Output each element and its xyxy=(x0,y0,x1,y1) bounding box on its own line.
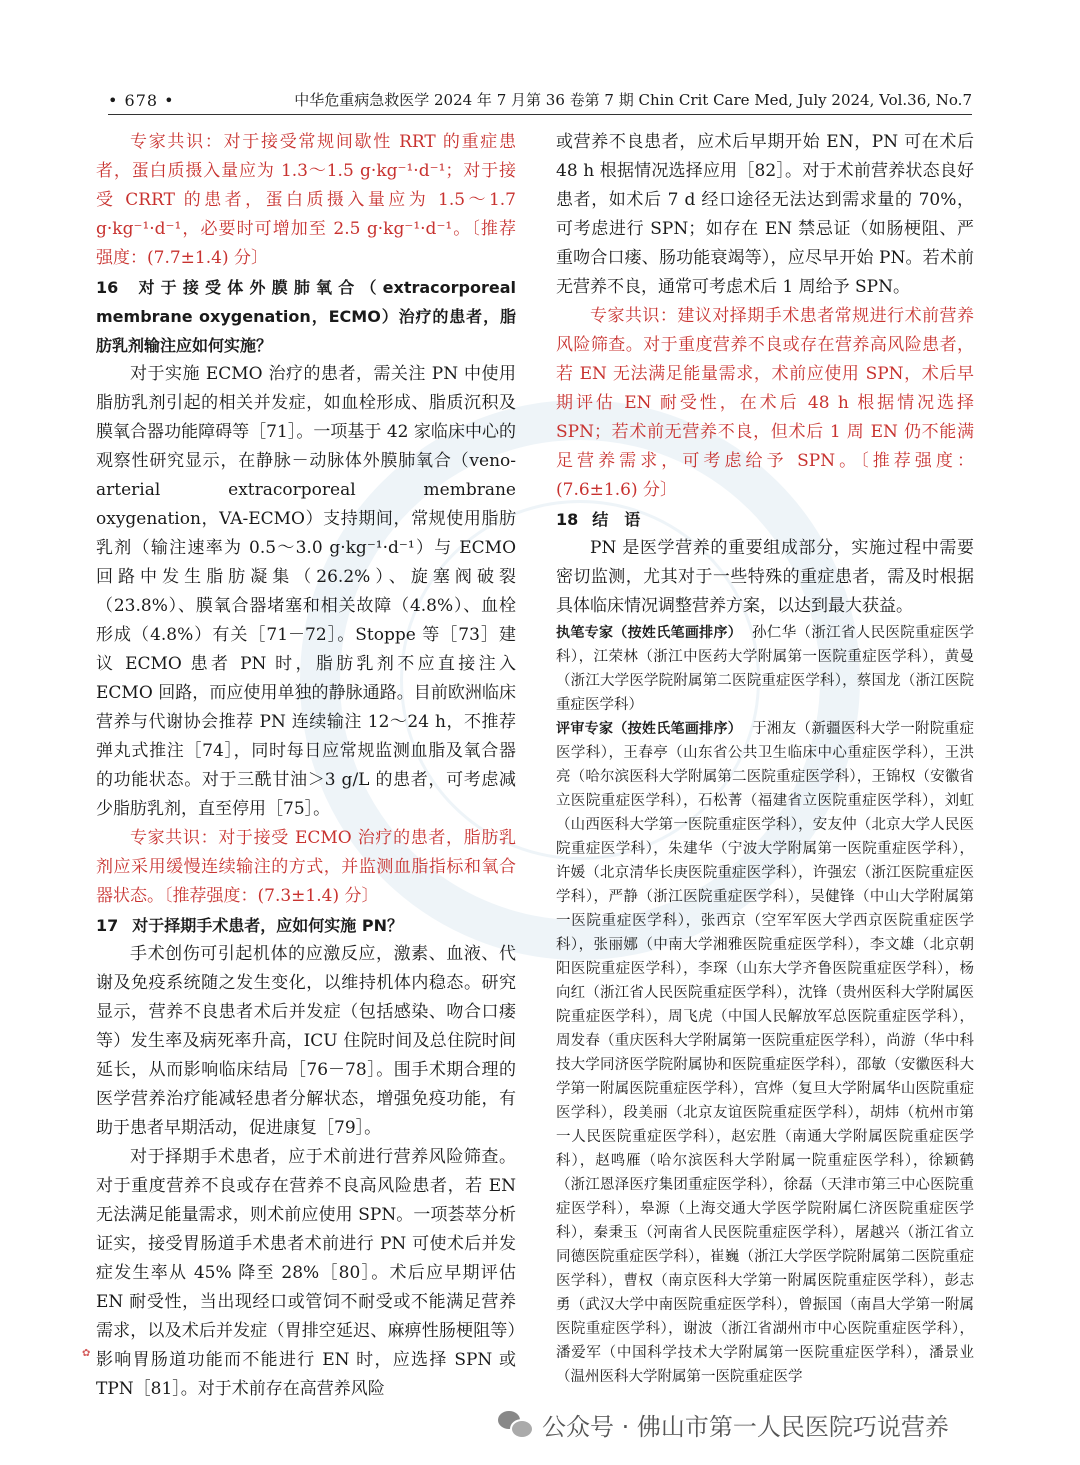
paragraph-conclusion: PN 是医学营养的重要组成部分，实施过程中需要密切监测，尤其对于一些特殊的重症患者，需及时根据具体临床情况调整营养方案，以达到最大获益。 xyxy=(556,538,974,616)
section-heading-17 xyxy=(96,911,516,940)
expert-consensus-ecmo: 专家共识：对于接受 ECMO 治疗的患者，脂肪乳剂应采用缓慢连续输注的方式，并监测血脂指标和氧合器状态。〔推荐强度：(7.3±1.4) 分〕 xyxy=(96,828,516,906)
paragraph-ecmo: 对于实施 ECMO 治疗的患者，需关注 PN 中使用脂肪乳剂引起的相关并发症，如血栓形成、脂质沉积及膜氧合器功能障碍等［71］。一项基于 42 家临床中心的观察性研究显示，在静脉－动脉体外膜肺氧合（veno-arterial extracorporeal membrane oxygenation，VA-ECMO）支持期间，常规使用脂肪乳剂（输注速率为 0.5～3.0 g·kg⁻¹·d⁻¹）与 ECMO 回路中发生脂肪凝集（26.2%）、旋塞阀破裂（23.8%）、膜氧合器堵塞和相关故障（4.8%）、血栓形成（4.8%）有关［71－72］。Stoppe 等［73］建议 ECMO 患者 PN 时，脂肪乳剂不应直接注入 ECMO 回路，而应使用单独的静脉通路。目前欧洲临床营养与代谢协会推荐 PN 连续输注 12～24 h，不推荐弹丸式推注［74］，同时每日应常规监测血脂及氧合器的功能状态。对于三酰甘油＞3 g/L 的患者，可考虑减少脂肪乳剂，直至停用［75］。 xyxy=(96,364,516,819)
review-experts xyxy=(556,717,974,1389)
section-heading-16 xyxy=(96,273,516,360)
section-number: 18 xyxy=(556,510,579,529)
section-title: 结 语 xyxy=(592,510,641,529)
section-title: 对于择期手术患者，应如何实施 PN？ xyxy=(132,916,403,935)
wechat-account-banner xyxy=(498,1402,949,1446)
section-title: 对于接受体外膜肺氧合（extracorporeal membrane oxygenation，ECMO）治疗的患者，脂肪乳剂输注应如何实施？ xyxy=(96,278,516,355)
wechat-icon xyxy=(498,1411,530,1437)
expert-consensus-surgery: 专家共识：建议对择期手术患者常规进行术前营养风险筛查。对于重度营养不良或存在营养高风险患者，若 EN 无法满足能量需求，术前应使用 SPN，术后早期评估 EN 耐受性，在术后 48 h 根据情况选择 SPN；若术前无营养不良，但术后 1 周 EN 仍不能满足营养需求，可考虑给予 SPN。〔推荐强度：(7.6±1.6) 分〕 xyxy=(556,306,974,500)
left-column xyxy=(96,128,516,1404)
publisher-logo: ✿ xyxy=(82,1348,92,1359)
writing-experts xyxy=(556,621,974,717)
writing-experts-list: 孙仁华（浙江省人民医院重症医学科），江荣林（浙江中医药大学附属第一医院重症医学科），黄曼（浙江大学医学院附属第二医院重症医学科），蔡国龙（浙江医院重症医学科） xyxy=(556,625,974,713)
section-number: 17 xyxy=(96,916,119,935)
section-number: 16 xyxy=(96,278,119,297)
page-number: • 678 • xyxy=(108,91,175,110)
journal-citation: 中华危重病急救医学 2024 年 7 月第 36 卷第 7 期 Chin Crit Care Med, July 2024, Vol.36, No.7 xyxy=(294,91,972,109)
review-experts-label: 评审专家（按姓氏笔画排序） xyxy=(556,721,743,737)
paragraph-surgery-1: 手术创伤可引起机体的应激反应，激素、血液、代谢及免疫系统随之发生变化，以维持机体内稳态。研究显示，营养不良患者术后并发症（包括感染、吻合口瘘等）发生率及病死率升高，ICU 住院时间及总住院时间延长，从而影响临床结局［76－78］。围手术期合理的医学营养治疗能减轻患者分解状态，增强免疫功能，有助于患者早期活动，促进康复［79］。 xyxy=(96,944,516,1138)
right-column xyxy=(556,128,974,1389)
expert-consensus-rrt: 专家共识：对于接受常规间歇性 RRT 的重症患者，蛋白质摄入量应为 1.3～1.5 g·kg⁻¹·d⁻¹；对于接受 CRRT 的患者，蛋白质摄入量应为 1.5～1.7 g·kg⁻¹·d⁻¹，必要时可增加至 2.5 g·kg⁻¹·d⁻¹。〔推荐强度：(7.7±1.4) 分〕 xyxy=(96,132,516,268)
paragraph-surgery-continued: 或营养不良患者，应术后早期开始 EN，PN 可在术后 48 h 根据情况选择应用［82］。对于术前营养状态良好患者，如术后 7 d 经口途径无法达到需求量的 70%，可考虑进行 SPN；如存在 EN 禁忌证（如肠梗阻、严重吻合口瘘、肠功能衰竭等），应尽早开始 PN。若术前无营养不良，通常可考虑术后 1 周给予 SPN。 xyxy=(556,132,974,297)
writing-experts-label: 执笔专家（按姓氏笔画排序） xyxy=(556,625,743,641)
review-experts-list: 于湘友（新疆医科大学一附院重症医学科），王春亭（山东省公共卫生临床中心重症医学科），王洪亮（哈尔滨医科大学附属第二医院重症医学科），王锦权（安徽省立医院重症医学科），石松菁（福建省立医院重症医学科），刘虹（山西医科大学第一医院重症医学科），安友仲（北京大学人民医院重症医学科），朱建华（宁波大学附属第一医院重症医学科），许媛（北京清华长庚医院重症医学科），许强宏（浙江医院重症医学科），严静（浙江医院重症医学科），吴健锋（中山大学附属第一医院重症医学科），张西京（空军军医大学西京医院重症医学科），张丽娜（中南大学湘雅医院重症医学科），李文雄（北京朝阳医院重症医学科），李琛（山东大学齐鲁医院重症医学科），杨向红（浙江省人民医院重症医学科），沈锋（贵州医科大学附属医院重症医学科），周飞虎（中国人民解放军总医院重症医学科），周发春（重庆医科大学附属第一医院重症医学科），尚游（华中科技大学同济医学院附属协和医院重症医学科），邵敏（安徽医科大学第一附属医院重症医学科），宫烨（复旦大学附属华山医院重症医学科），段美丽（北京友谊医院重症医学科），胡炜（杭州市第一人民医院重症医学科），赵宏胜（南通大学附属医院重症医学科），赵鸣雁（哈尔滨医科大学附属一院重症医学科），徐颖鹤（浙江恩泽医疗集团重症医学科），徐磊（天津市第三中心医院重症医学科），皋源（上海交通大学医学院附属仁济医院重症医学科），秦秉玉（河南省人民医院重症医学科），屠越兴（浙江省立同德医院重症医学科），崔巍（浙江大学医学院附属第二医院重症医学科），曹权（南京医科大学第一附属医院重症医学科），彭志勇（武汉大学中南医院重症医学科），曾振国（南昌大学第一附属医院重症医学科），谢波（浙江省湖州市中心医院重症医学科），潘爱军（中国科学技术大学附属第一医院重症医学科），潘景业（温州医科大学附属第一医院重症医学 xyxy=(556,721,974,1385)
section-heading-18 xyxy=(556,505,974,534)
paragraph-surgery-2: 对于择期手术患者，应于术前进行营养风险筛查。对于重度营养不良或存在营养不良高风险患者，若 EN 无法满足能量需求，则术前应使用 SPN。一项荟萃分析证实，接受胃肠道手术患者术前进行 PN 可使术后并发症发生率从 45% 降至 28%［80］。术后应早期评估 EN 耐受性，当出现经口或管饲不耐受或不能满足营养需求，以及术后并发症（胃排空延迟、麻痹性肠梗阻等）影响胃肠道功能而不能进行 EN 时，应选择 SPN 或 TPN［81］。对于术前存在高营养风险 xyxy=(96,1147,516,1399)
running-header xyxy=(108,84,972,115)
wechat-account-name: 公众号 · 佛山市第一人民医院巧说营养 xyxy=(542,1412,949,1441)
